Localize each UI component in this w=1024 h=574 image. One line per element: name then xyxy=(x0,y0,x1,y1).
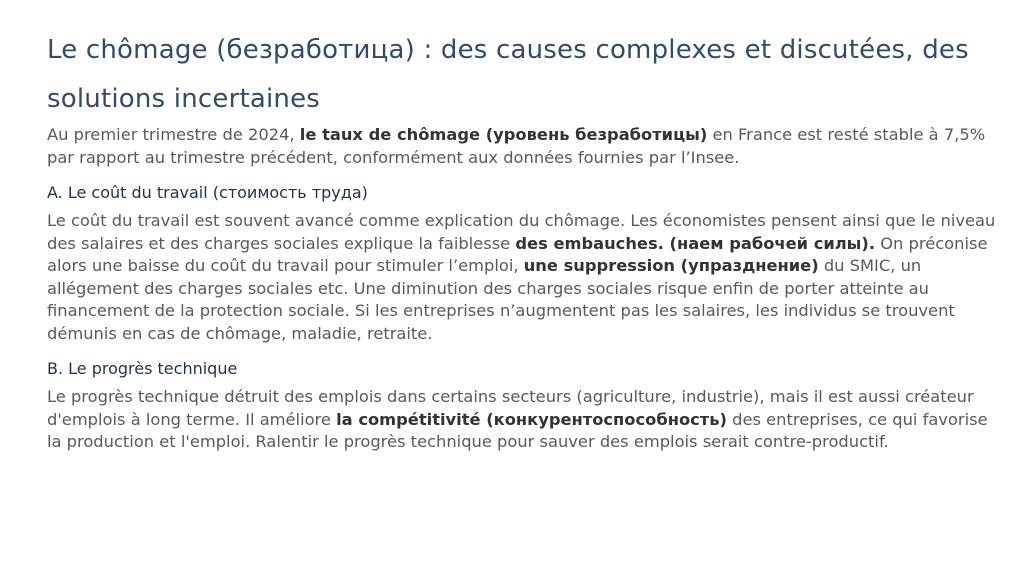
section-b-paragraph xyxy=(47,386,997,454)
intro-highlight-1: le taux de chômage (уровень безработицы) xyxy=(299,125,708,144)
intro-text-2: en France est resté stable à 7,5% par rapport au trimestre précédent, conformément aux données fournies par l’Insee. xyxy=(47,125,986,167)
section-a-text-1: Le coût du travail est souvent avancé comme explication du chômage. Les économistes pensent ainsi que le niveau des salaires et des charges sociales explique la faiblesse xyxy=(47,211,996,253)
slide xyxy=(47,26,997,454)
slide-title: Le chômage (безработица) : des causes complexes et discutées, des solutions incertaines xyxy=(47,35,969,114)
section-a-text-2: On préconise alors une baisse du coût du travail pour stimuler l’emploi, xyxy=(47,233,988,275)
section-b-highlight-1: la compétitivité (конкурентоспособность) xyxy=(336,409,727,429)
section-a-text-3: du SMIC, un allégement des charges sociales etc. Une diminution des charges sociales risque enfin de porter atteinte au financement de la protection sociale. Si les entreprises n’augmentent pas les salaires, les individus se trouvent démunis en cas de chômage, maladie, retraite. xyxy=(47,256,955,343)
section-a-highlight-2: une suppression (упразднение) xyxy=(523,256,819,275)
section-a-heading: A. Le coût du travail (стоимость труда) xyxy=(47,183,368,202)
section-a-paragraph xyxy=(47,210,997,345)
intro-text-1: Au premier trimestre de 2024, xyxy=(47,125,300,144)
section-b-heading: B. Le progrès technique xyxy=(47,359,238,378)
intro-paragraph xyxy=(47,124,997,169)
section-b-text-2: des entreprises, ce qui favorise la production et l'emploi. Ralentir le progrès technique pour sauver des emplois serait contre-productif. xyxy=(47,409,988,451)
section-a-highlight-1: des embauches. (наем рабочей силы). xyxy=(515,233,876,253)
section-b-text-1: Le progrès technique détruit des emplois dans certains secteurs (agriculture, industrie), mais il est aussi créateur d'emplois à long terme. Il améliore xyxy=(47,387,974,429)
